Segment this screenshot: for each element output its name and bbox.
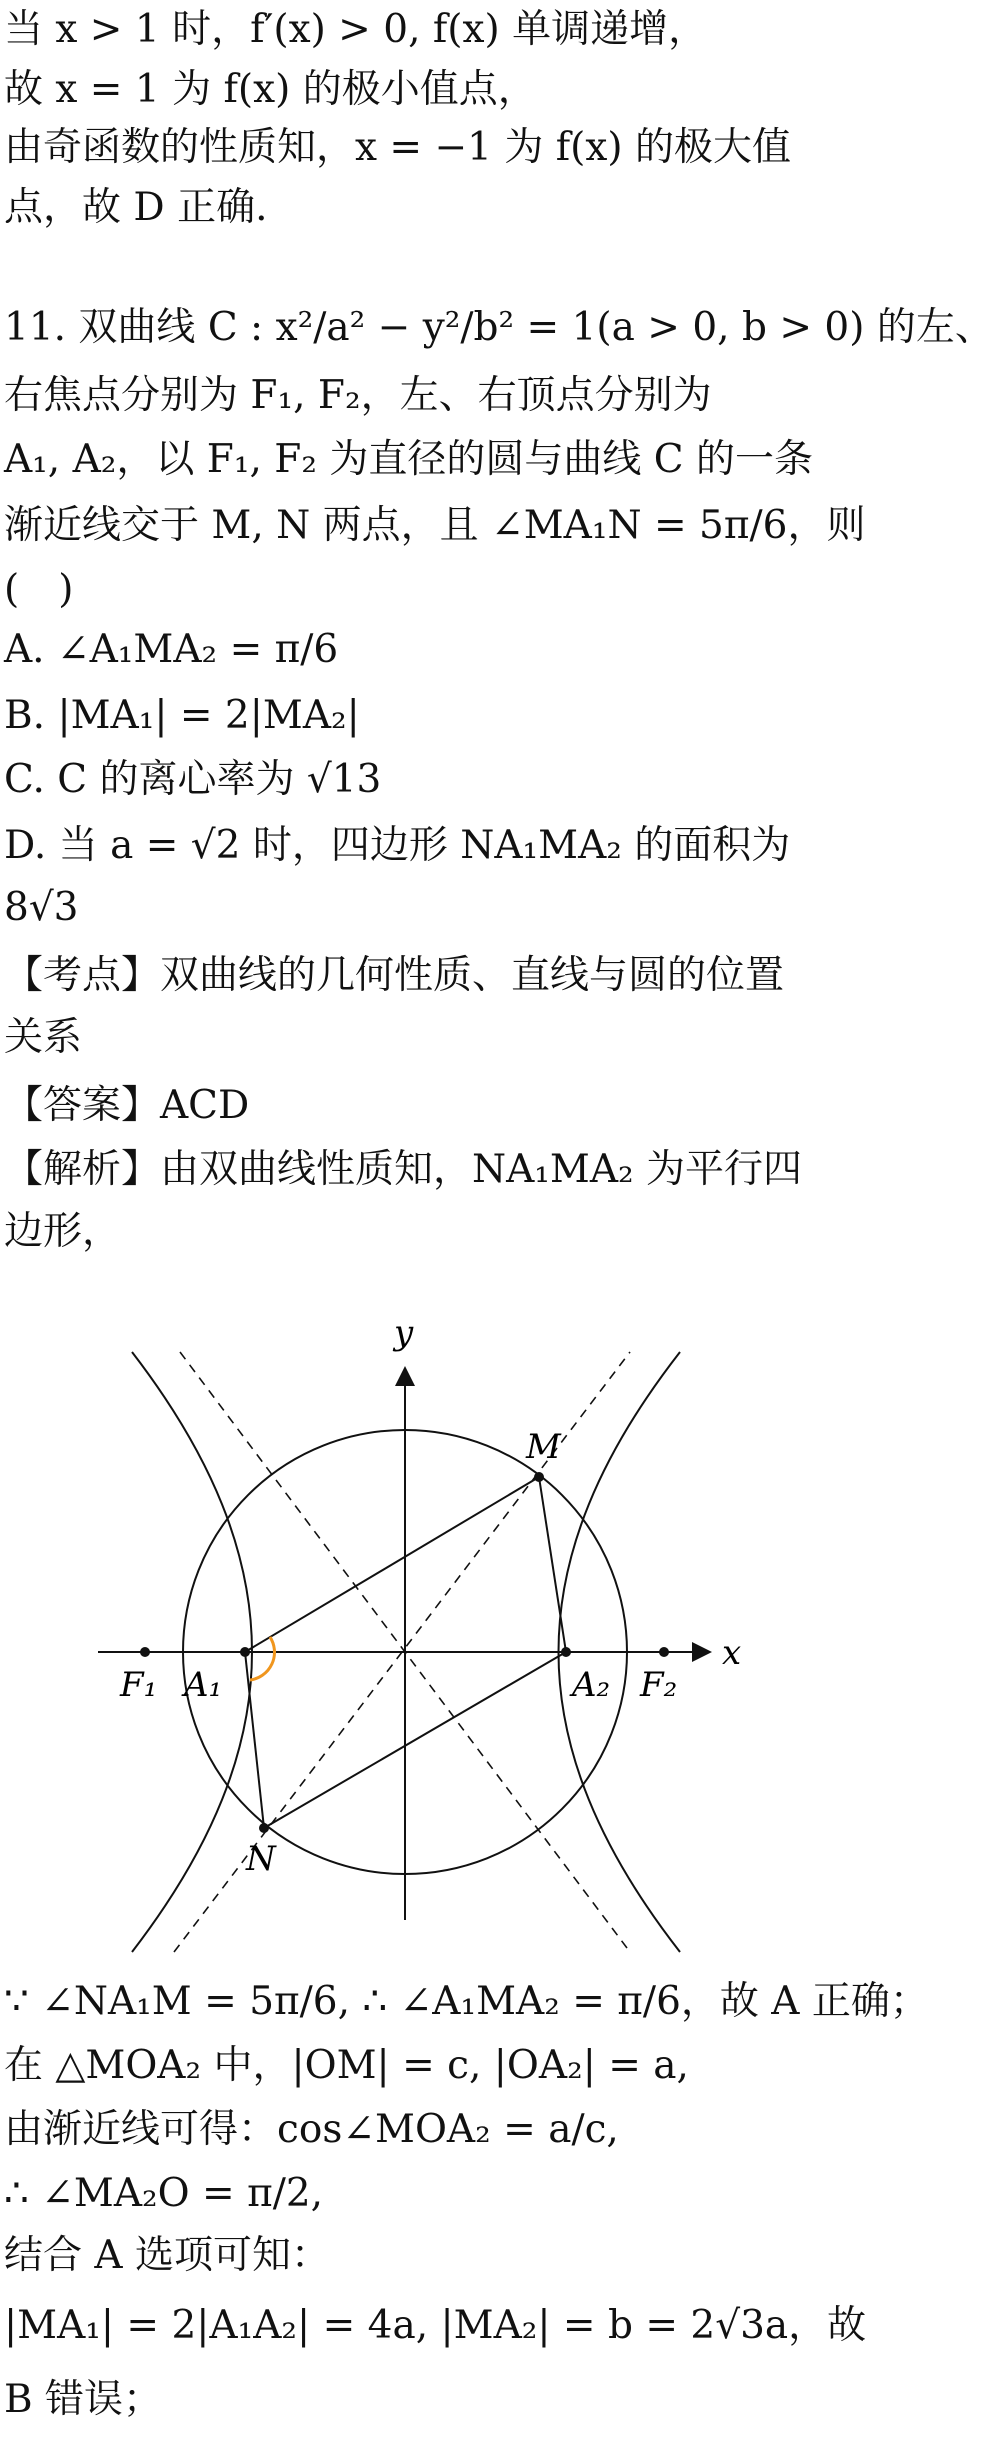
point-f1 (140, 1647, 150, 1657)
option-d: D. 当 a = √2 时，四边形 NA₁MA₂ 的面积为 (4, 823, 791, 868)
analysis-line-1: 【解析】由双曲线性质知，NA₁MA₂ 为平行四 (4, 1147, 803, 1192)
point-f2 (659, 1647, 669, 1657)
kaodian-line-2: 关系 (4, 1015, 83, 1060)
label-a2: A₂ (572, 1665, 611, 1705)
label-m: M (526, 1427, 561, 1467)
segment-a2-n (264, 1652, 566, 1828)
segment-m-a2 (539, 1477, 566, 1652)
figure-svg (92, 1300, 772, 1960)
solution-line-5: 结合 A 选项可知： (4, 2233, 330, 2278)
solution-line-7: B 错误； (4, 2377, 163, 2422)
label-f1: F₁ (120, 1665, 158, 1705)
point-a2 (561, 1647, 571, 1657)
option-a: A. ∠A₁MA₂ = π/6 (4, 627, 339, 672)
problem-line-5: ( ) (4, 567, 74, 612)
option-d-cont: 8√3 (4, 885, 79, 930)
solution-line-2: 在 △MOA₂ 中，|OM| = c, |OA₂| = a, (4, 2043, 689, 2088)
solution-line-6: |MA₁| = 2|A₁A₂| = 4a, |MA₂| = b = 2√3a，故 (4, 2303, 867, 2348)
problem-line-1: 11. 双曲线 C : x²/a² − y²/b² = 1(a > 0, b > 0) 的左、 (4, 305, 994, 350)
label-a1: A₁ (184, 1665, 223, 1705)
label-x: x (722, 1633, 742, 1673)
point-m (534, 1472, 544, 1482)
hyperbola-figure (92, 1300, 772, 1960)
option-b: B. |MA₁| = 2|MA₂| (4, 693, 360, 738)
label-f2: F₂ (640, 1665, 678, 1705)
solution-line-4: ∴ ∠MA₂O = π/2, (4, 2171, 324, 2216)
kaodian-line-1: 【考点】双曲线的几何性质、直线与圆的位置 (4, 953, 785, 998)
label-n: N (246, 1839, 276, 1879)
intro-line-4: 点，故 D 正确. (4, 185, 268, 230)
point-n (259, 1823, 269, 1833)
label-y: y (394, 1313, 414, 1353)
problem-line-2: 右焦点分别为 F₁, F₂，左、右顶点分别为 (4, 373, 712, 418)
solution-line-1: ∵ ∠NA₁M = 5π/6, ∴ ∠A₁MA₂ = π/6，故 A 正确； (4, 1979, 929, 2024)
segment-a1-m (245, 1477, 539, 1652)
answer-line: 【答案】ACD (4, 1083, 250, 1128)
intro-line-1: 当 x > 1 时，f′(x) > 0, f(x) 单调递增， (4, 7, 708, 52)
problem-line-4: 渐近线交于 M, N 两点，且 ∠MA₁N = 5π/6，则 (4, 503, 866, 548)
point-a1 (240, 1647, 250, 1657)
solution-line-3: 由渐近线可得：cos∠MOA₂ = a/c, (4, 2107, 619, 2152)
option-c: C. C 的离心率为 √13 (4, 757, 382, 802)
problem-line-3: A₁, A₂，以 F₁, F₂ 为直径的圆与曲线 C 的一条 (4, 437, 814, 482)
intro-line-2: 故 x = 1 为 f(x) 的极小值点， (4, 67, 537, 112)
angle-arc-a1 (250, 1637, 274, 1680)
analysis-line-2: 边形， (4, 1209, 122, 1254)
intro-line-3: 由奇函数的性质知，x = −1 为 f(x) 的极大值 (4, 125, 792, 170)
